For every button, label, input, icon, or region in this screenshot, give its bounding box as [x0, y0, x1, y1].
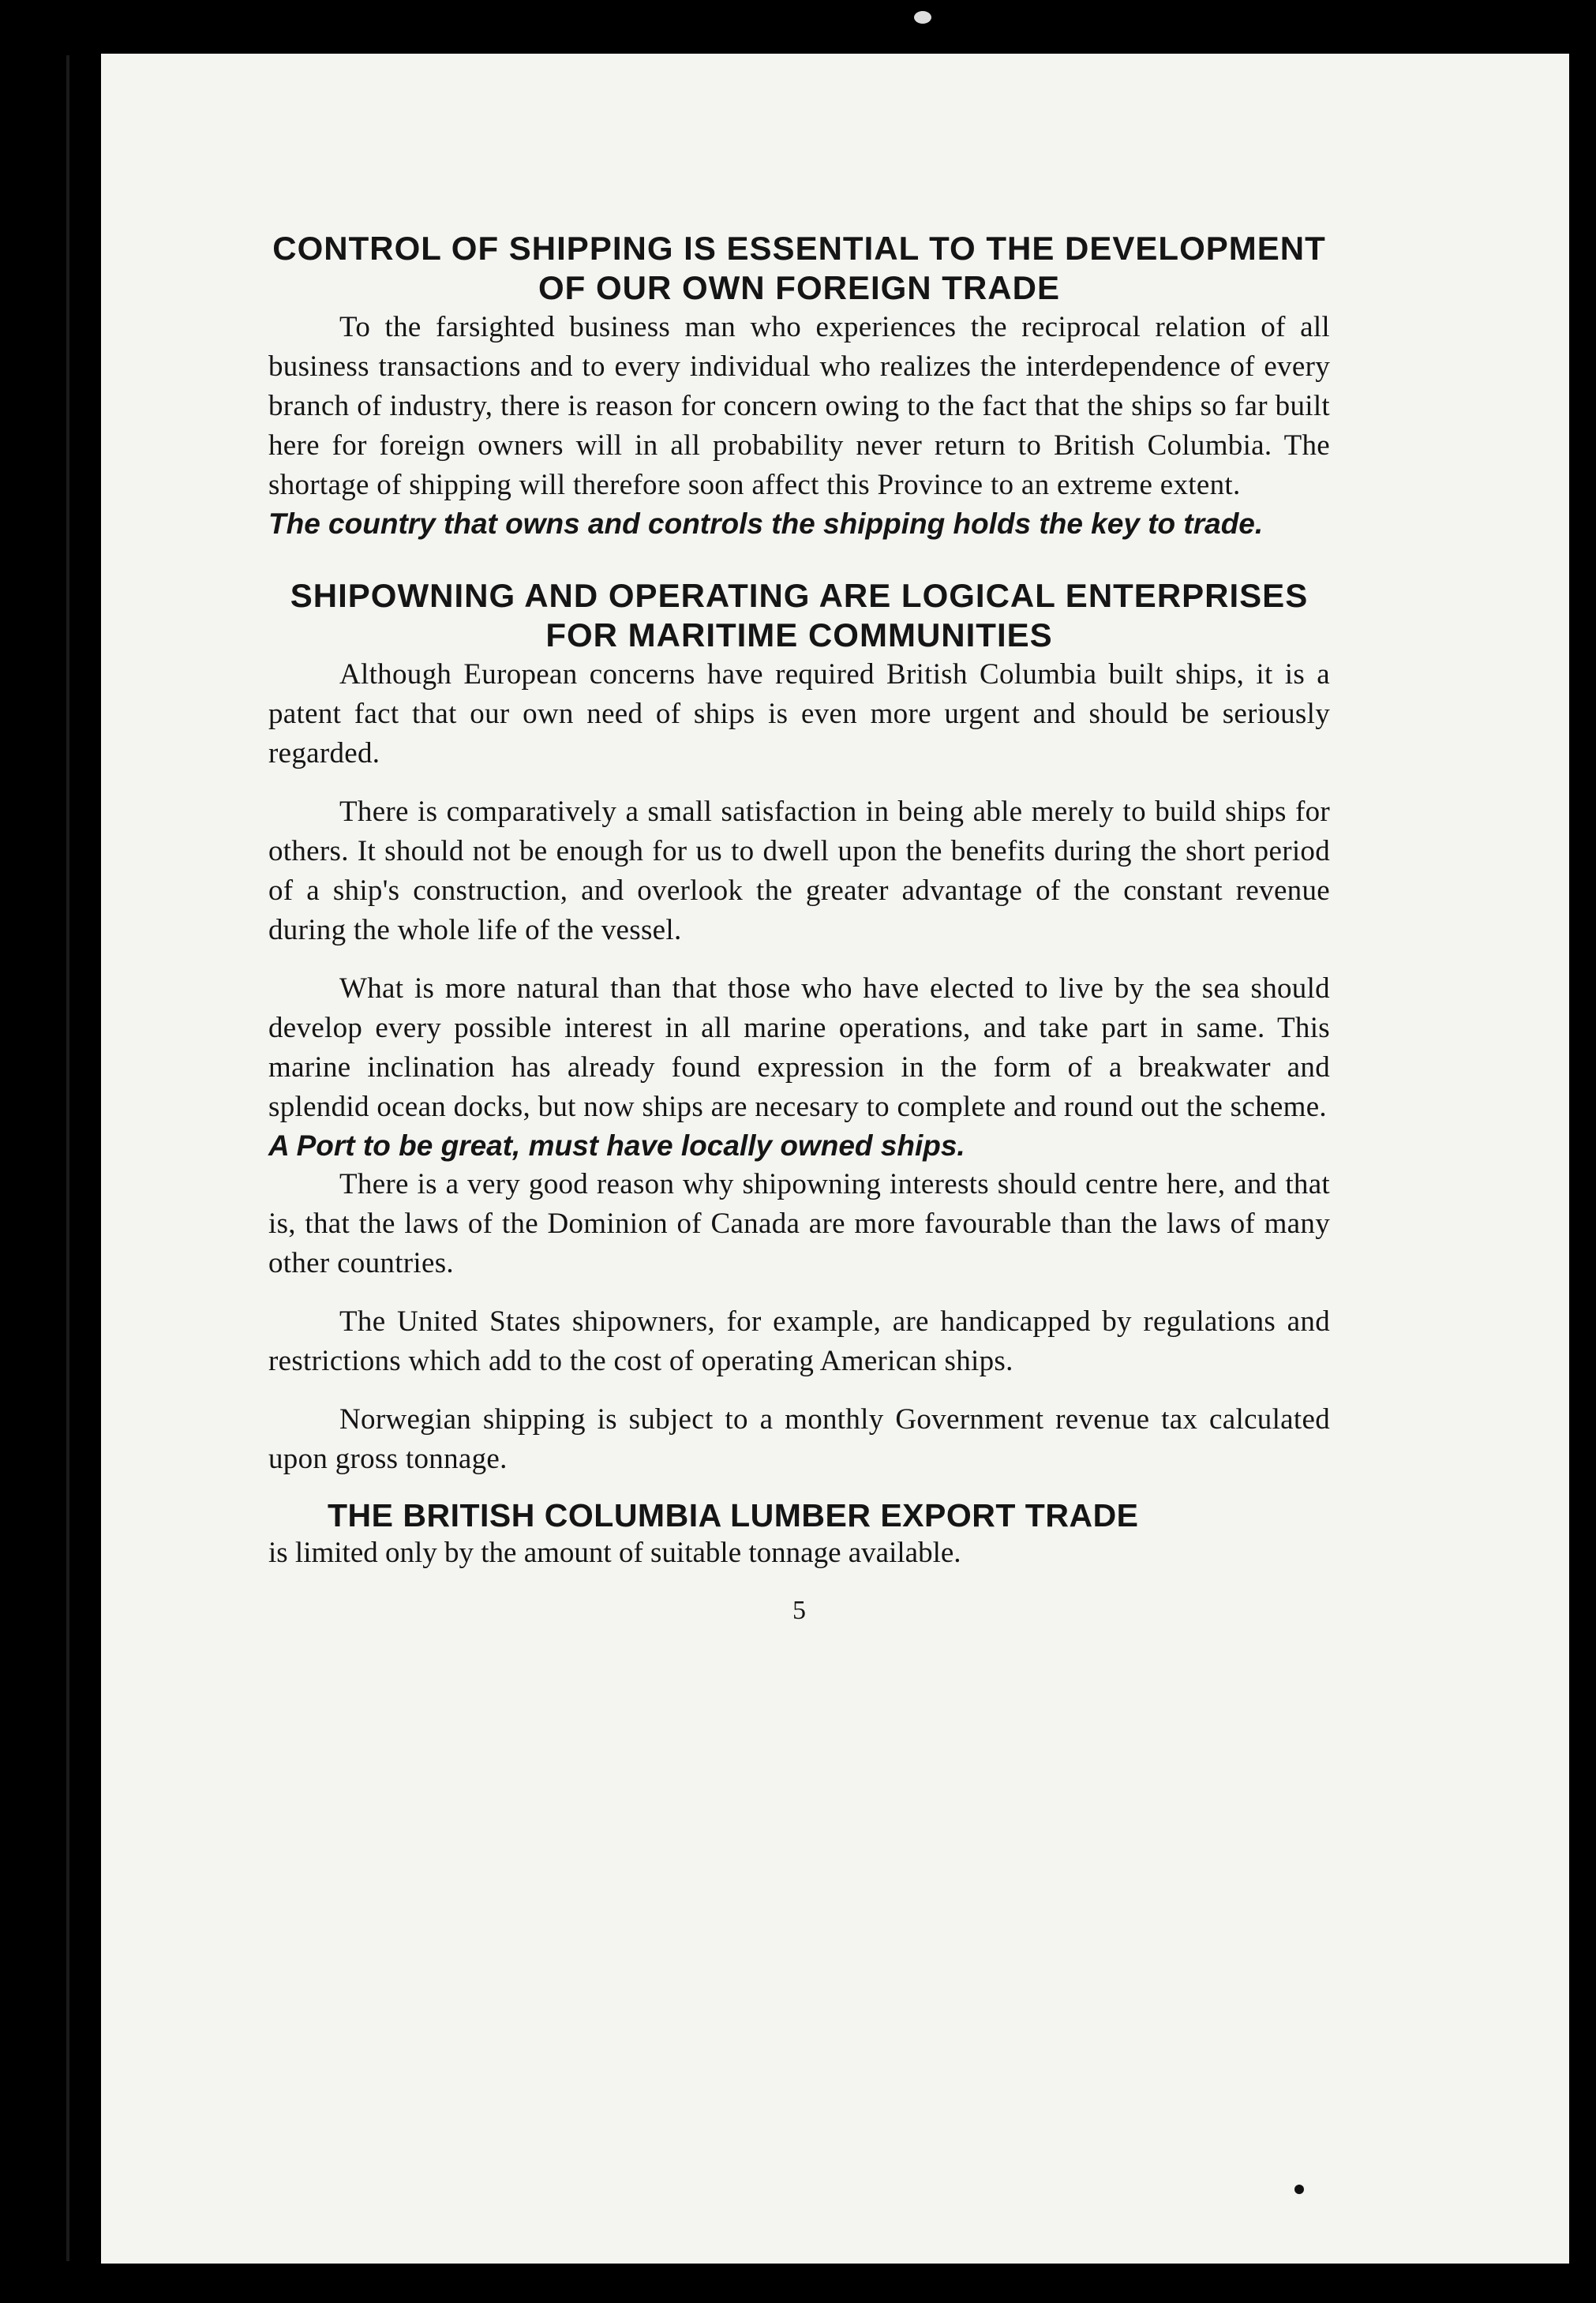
paragraph: Although European concerns have required British Columbia built ships, it is a patent fact that our own need of ships is even more urgent and should be seriously regarded.	[268, 658, 1330, 770]
paragraph: What is more natural than that those who have elected to live by the sea should develop every possible interest in all marine operations, and take part in same. This marine inclination has already found expression in the form of a breakwater and splendid ocean docks, but now ships are necesary to complete and round out the scheme.	[268, 972, 1330, 1123]
page-content	[268, 229, 1330, 1626]
paragraph: To the farsighted business man who experiences the reciprocal relation of all business transactions and to every individual who realizes the interdependence of every branch of industry, there is reason for concern owing to the fact that the ships so far built here for foreign owners will in all probability never return to British Columbia. The shortage of shipping will therefore soon affect this Province to an extreme extent.	[268, 311, 1330, 501]
page-number: 5	[792, 1596, 806, 1625]
emphasis-statement: A Port to be great, must have locally owned ships.	[268, 1129, 965, 1162]
binding-edge	[66, 55, 69, 2261]
paragraph: There is comparatively a small satisfaction in being able merely to build ships for others. It should not be enough for us to dwell upon the benefits during the short period of a ship's construction, and overlook the greater advantage of the constant revenue during the whole life of the vessel.	[268, 796, 1330, 946]
closing-heading: THE BRITISH COLUMBIA LUMBER EXPORT TRADE	[328, 1497, 1139, 1533]
closing-text: is limited only by the amount of suitable tonnage available.	[268, 1537, 961, 1569]
paragraph: Norwegian shipping is subject to a monthly Government revenue tax calculated upon gross tonnage.	[268, 1403, 1330, 1475]
section-heading-shipowning: SHIPOWNING AND OPERATING ARE LOGICAL ENTERPRISES FOR MARITIME COMMUNITIES	[290, 577, 1309, 653]
paragraph: The United States shipowners, for example, are handicapped by regulations and restrictions which add to the cost of operating American ships.	[268, 1305, 1330, 1377]
emphasis-statement: The country that owns and controls the shipping holds the key to trade.	[268, 507, 1264, 540]
scan-speck	[914, 11, 931, 24]
scan-speck	[1294, 2185, 1304, 2194]
closing-statement	[268, 1496, 1330, 1572]
paragraph: There is a very good reason why shipowning interests should centre here, and that is, that the laws of the Dominion of Canada are more favourable than the laws of many other countries.	[268, 1168, 1330, 1279]
section-heading-control-of-shipping: CONTROL OF SHIPPING IS ESSENTIAL TO THE DEVELOPMENT OF OUR OWN FOREIGN TRADE	[272, 230, 1326, 306]
